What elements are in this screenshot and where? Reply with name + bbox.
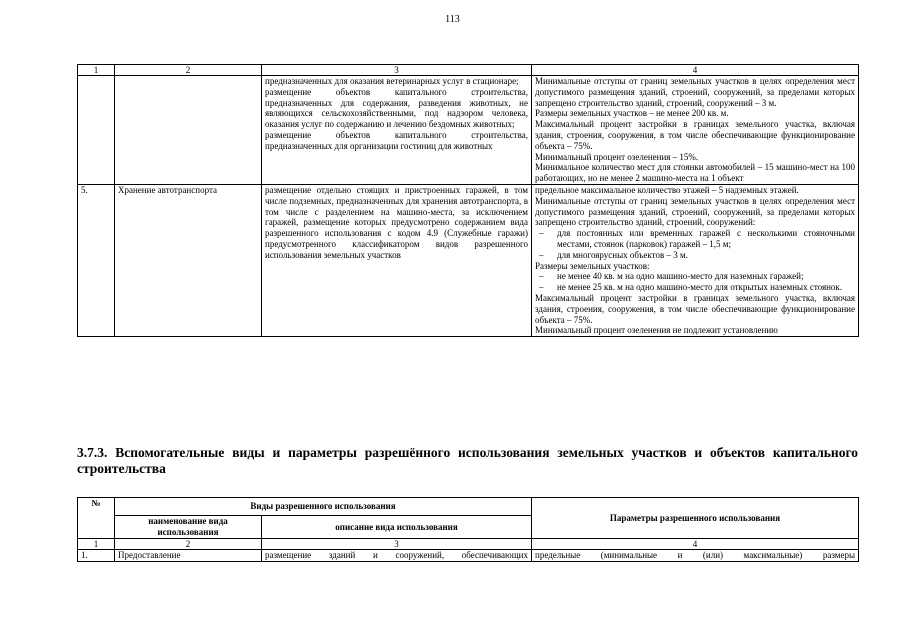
column-number: 1 — [78, 65, 115, 76]
column-number: 3 — [262, 65, 532, 76]
parameter-line: Минимальные отступы от границ земельных участков в целях определения мест допустимого размещения зданий, строений, сооружений, за пределами которых запрещено строительство зданий, строений, сооружений: — [535, 195, 855, 228]
parameter-line: Размеры земельных участков: — [535, 260, 650, 271]
column-number: 4 — [532, 65, 859, 76]
description-line: размещение объектов капитального строительства, предназначенных для содержания, разведения животных, не являющихся сельскохозяйственными, под надзором человека, оказания услуг по содержанию и лечению бездомных животных; — [265, 86, 528, 130]
use-type-description: размещение зданий и сооружений, обеспечивающих — [262, 550, 532, 562]
parameter-line: Минимальный процент озеленения не подлежит установлению — [535, 325, 778, 336]
column-numbers-row — [78, 539, 859, 550]
parameter-line: Минимальные отступы от границ земельных участков в целях определения мест допустимого размещения зданий, строений, сооружений, за пределами которых запрещено строительство зданий, строений, сооружений – 3 м. — [535, 76, 855, 108]
header-number: № — [78, 498, 115, 539]
table-row — [78, 76, 859, 185]
use-parameters — [532, 184, 859, 336]
column-number: 4 — [532, 539, 859, 550]
table-row — [78, 184, 859, 336]
parameter-line: Максимальный процент застройки в границах земельного участка, включая здания, строения, сооружения, в том числе обеспечивающие функционирование объекта – 75%. — [535, 119, 855, 151]
header-parameters: Параметры разрешенного использования — [532, 498, 859, 539]
parameter-line: Размеры земельных участков – не менее 200 кв. м. — [535, 108, 729, 119]
description-line: предназначенных для оказания ветеринарных услуг в стационаре; — [265, 76, 519, 86]
parameter-list-item: – не менее 25 кв. м на одно машино-место для открытых наземных стоянок. — [535, 282, 855, 293]
header-use-description: описание вида использования — [262, 516, 532, 539]
section-heading: 3.7.3. Вспомогательные виды и параметры разрешённого использования земельных участков и объектов капитального строительства — [77, 445, 858, 476]
parameter-line: предельное максимальное количество этажей – 5 надземных этажей. — [535, 184, 799, 195]
column-number: 2 — [115, 65, 262, 76]
table-header-row — [78, 498, 859, 516]
parameter-list — [535, 271, 855, 293]
parameter-list-item: – для постоянных или временных гаражей с несколькими стояночными местами, стоянок (парковок) гаражей – 1,5 м; — [535, 228, 855, 250]
parameter-list — [535, 228, 855, 260]
parameter-list-item: – не менее 40 кв. м на одно машино-место для наземных гаражей; — [535, 271, 855, 282]
parameter-line: Минимальный процент озеленения – 15%. — [535, 151, 699, 162]
use-parameters — [532, 76, 859, 185]
use-type-name: Предоставление — [115, 550, 262, 562]
use-type-description: размещение отдельно стоящих и пристроенных гаражей, в том числе подземных, предназначенных для хранения автотранспорта, в том числе с разделением на машино-места, за исключением гаражей, размещение которых предусмотрено содержанием вида разрешенного использования с кодом 4.9 (Служебные гаражи) предусмотренного классификатором видов разрешенного использования земельных участков — [262, 184, 532, 336]
use-parameters: предельные (минимальные и (или) максимальные) размеры — [532, 550, 859, 562]
column-numbers-row — [78, 65, 859, 76]
page-number: 113 — [445, 14, 460, 25]
header-use-name: наименование вида использования — [115, 516, 262, 539]
use-type-description — [262, 76, 532, 185]
header-use-types: Виды разрешенного использования — [115, 498, 532, 516]
row-number: 5. — [78, 184, 115, 336]
row-number: 1. — [78, 550, 115, 562]
zoning-table-continued — [77, 64, 859, 337]
use-type-name — [115, 76, 262, 185]
parameter-line: Максимальный процент застройки в границах земельного участка, включая здания, строения, сооружения, в том числе обеспечивающие функционирование объекта – 75%. — [535, 292, 855, 325]
auxiliary-uses-table — [77, 497, 859, 562]
table-row — [78, 550, 859, 562]
parameter-line: Минимальное количество мест для стоянки автомобилей – 15 машино-мест на 100 работающих, но не менее 2 машино-места на 1 объект — [535, 162, 855, 184]
column-number: 3 — [262, 539, 532, 550]
column-number: 2 — [115, 539, 262, 550]
row-number — [78, 76, 115, 185]
use-type-name: Хранение автотранспорта — [115, 184, 262, 336]
parameter-list-item: – для многоярусных объектов – 3 м. — [535, 250, 855, 261]
column-number: 1 — [78, 539, 115, 550]
description-line: размещение объектов капитального строительства, предназначенных для организации гостиниц для животных — [265, 129, 528, 151]
